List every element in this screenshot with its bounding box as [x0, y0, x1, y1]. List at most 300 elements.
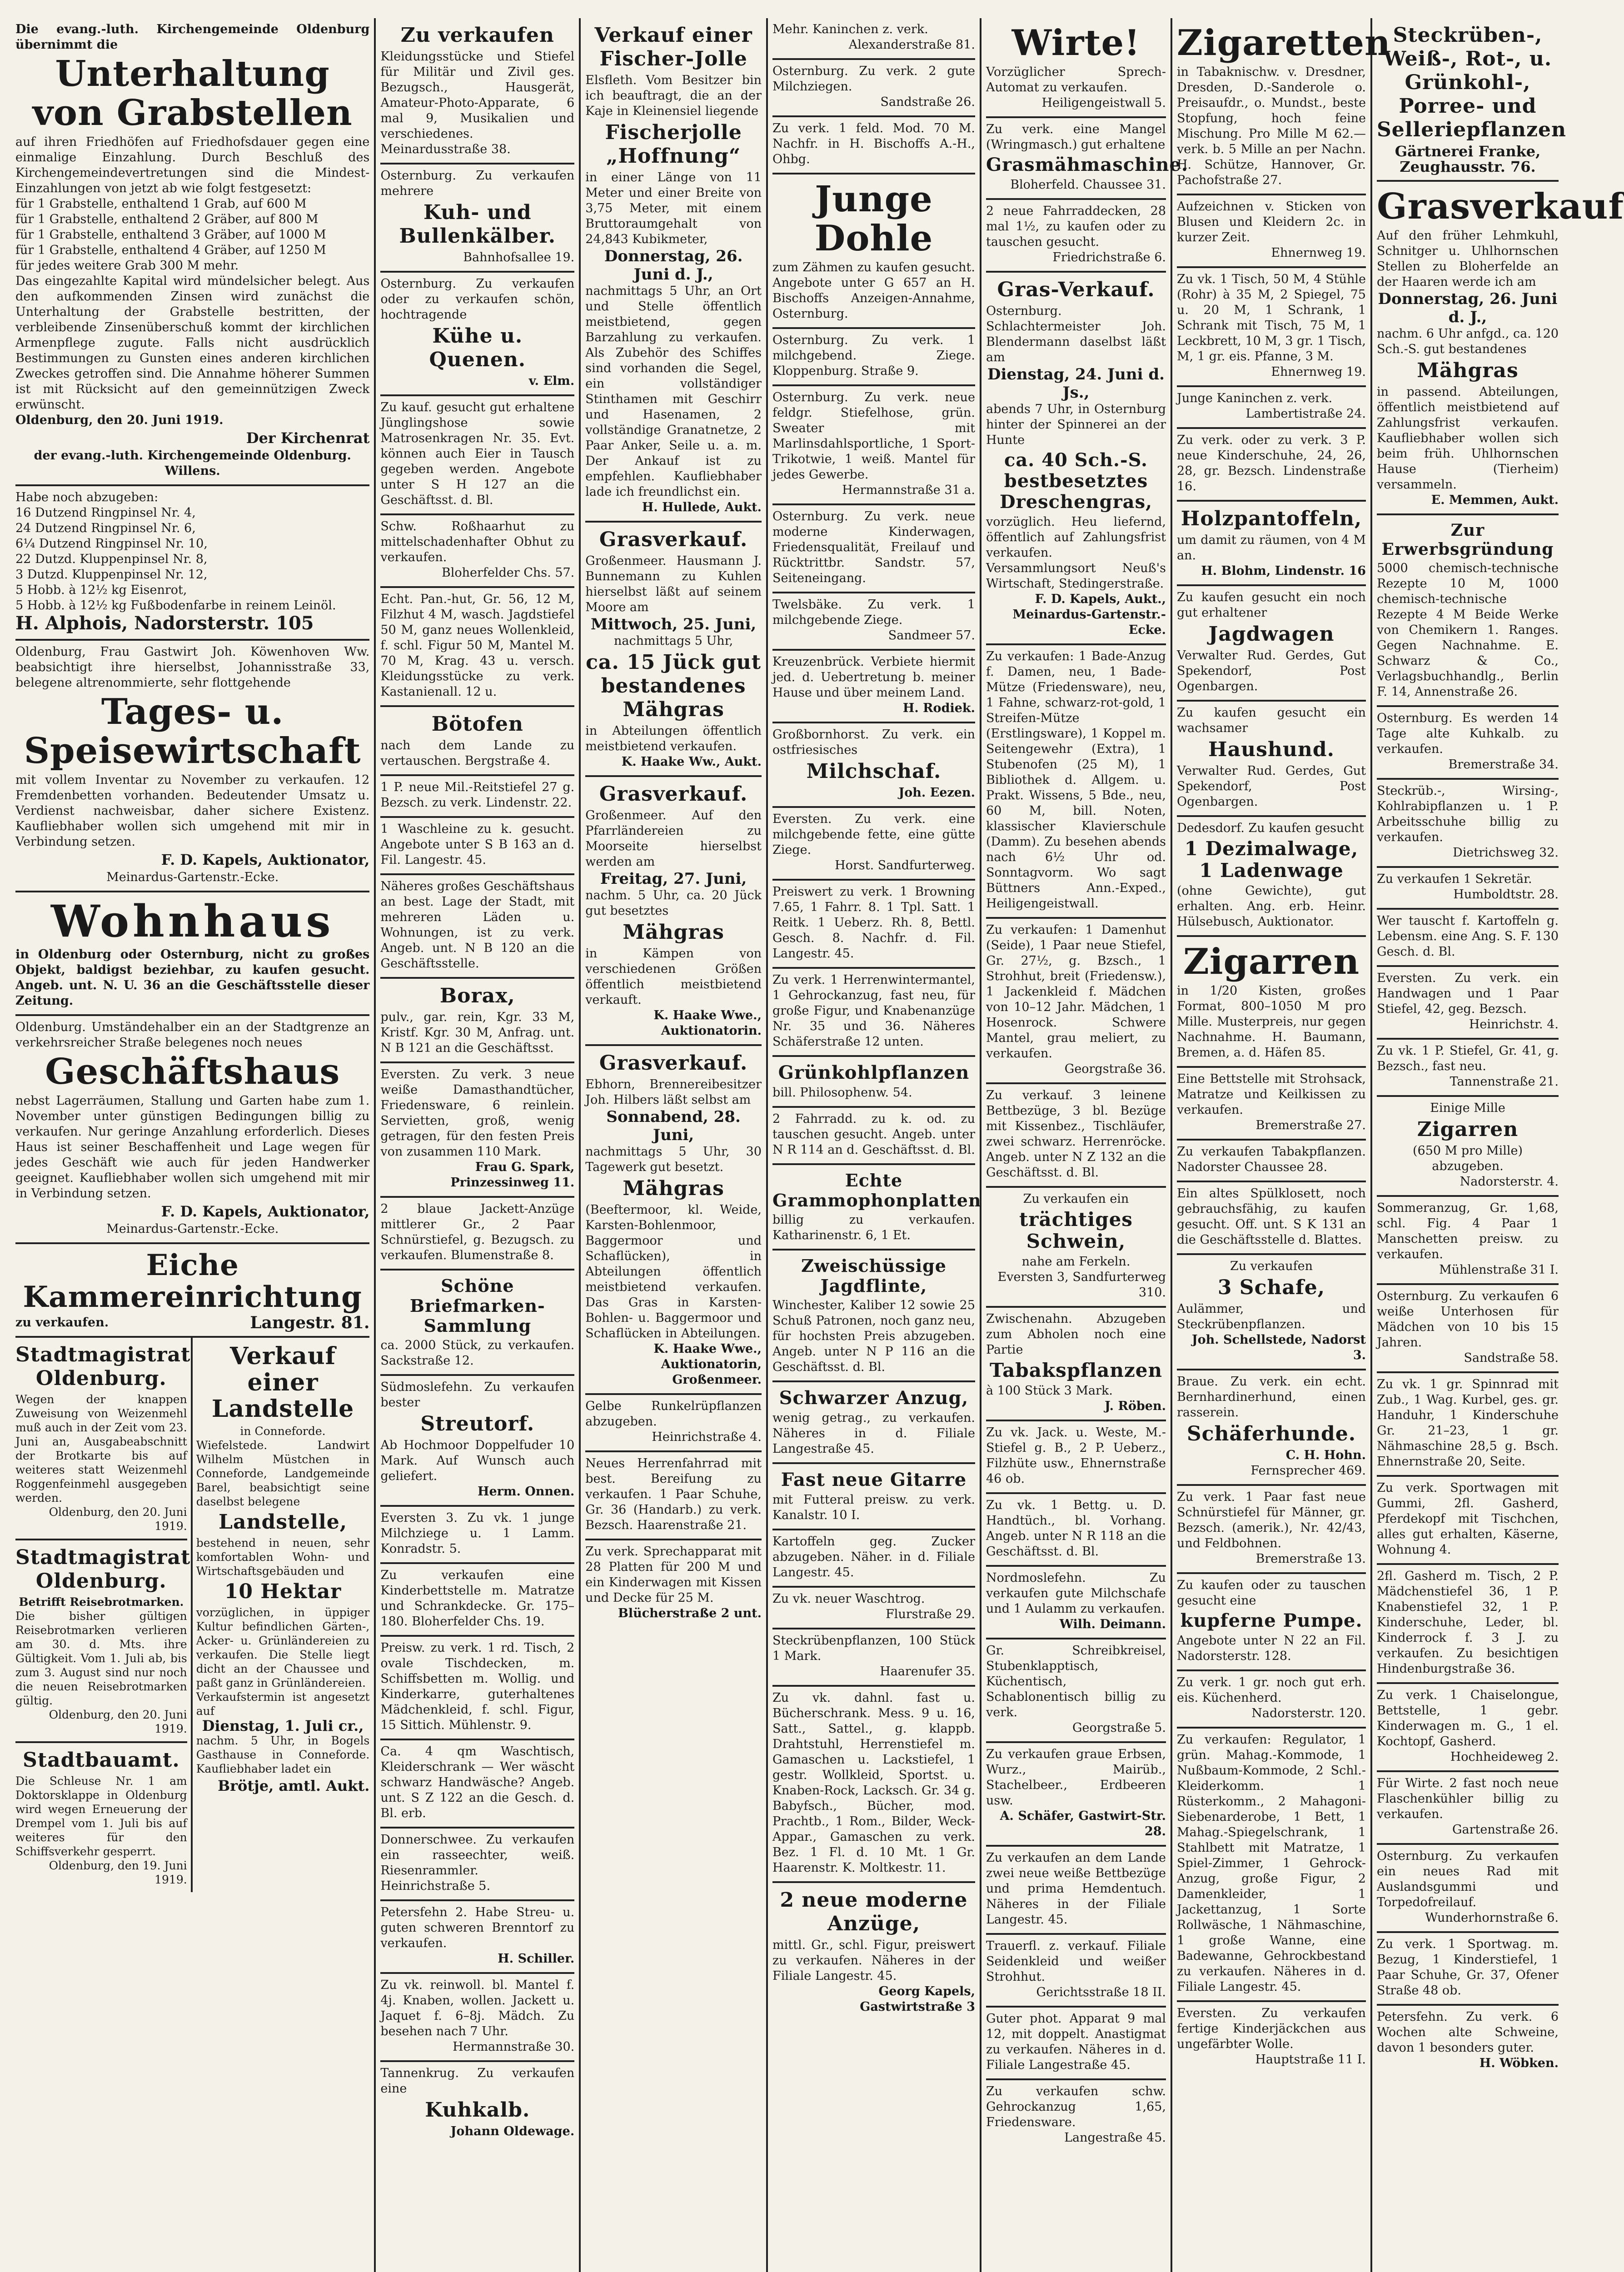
ad-body: Gr. Schreibkreisel, Stubenklapptisch, Küchentisch, Schablonentisch billig zu verk.: [986, 1644, 1166, 1719]
ad-body: in passend. Abteilungen, öffentlich meistbietend auf Zahlungsfrist verkaufen. Kaufliebhaber wollen sich beim früh. Uhlhornschen Hause (Tierheim) versammeln.: [1377, 385, 1559, 492]
ad-grasverkauf: [585, 1046, 762, 1395]
ad-body: Zwischenahn. Abzugeben zum Abholen noch eine Partie: [986, 1312, 1166, 1357]
column-5: [981, 18, 1188, 2272]
ad: [380, 1637, 574, 1740]
ad-date: Mittwoch, 25. Juni,: [590, 615, 757, 633]
ad: [380, 776, 574, 818]
ad: [380, 1974, 574, 2062]
ad: [1377, 910, 1559, 967]
ad-address: Friedrichstraße 6.: [1052, 250, 1166, 264]
ad-body: Großbornhorst. Zu verk. ein ostfriesisches: [772, 727, 975, 757]
ad: [1177, 1671, 1366, 1729]
ad-body: Neues Herrenfahrrad mit best. Bereifung zu verkaufen. 1 Paar Schuhe, Gr. 36 (Handarb.) zu verk. Bezsch. Haarenstraße 21.: [585, 1456, 762, 1532]
ad-headline: Zur Erwerbsgründung: [1381, 521, 1554, 559]
ad-headline: Gras-Verkauf.: [997, 278, 1155, 301]
ad-address: Nadorsterstr. 120.: [1251, 1706, 1366, 1720]
ad: [1377, 967, 1559, 1040]
ad-address: Georgstraße 5.: [1072, 1721, 1166, 1735]
ad-headline: Grasverkauf.: [599, 782, 748, 806]
ad: [772, 969, 975, 1057]
ad: [1177, 429, 1366, 502]
ad-body: Eine Bettstelle mit Strohsack, Matratze und Keilkissen zu verkaufen.: [1177, 1072, 1366, 1117]
ad-grasverkauf: [585, 777, 762, 1046]
ad-signature: K. Haake Ww., Aukt.: [621, 755, 762, 769]
ad-body: Osternburg. Zu verk. 1 milchgebend. Ziege. Kloppenburg. Straße 9.: [772, 333, 975, 378]
ad-body: Mehr. Kaninchen z. verk.: [772, 22, 928, 36]
ad-address: Eversten 3, Sandfurterweg 310.: [997, 1270, 1166, 1300]
ad-address: Heiligengeistwall 5.: [1041, 96, 1166, 110]
ad-body: Südmoslefehn. Zu verkaufen bester: [380, 1380, 575, 1410]
ad-address: Hochheideweg 2.: [1450, 1750, 1559, 1764]
ad-headline: Eiche Kammereinrichtung: [23, 1248, 362, 1314]
ad-magistrat-mehl: [15, 1338, 191, 1540]
ad-body: Für Wirte. 2 fast noch neue Flaschenkühler billig zu verkaufen.: [1377, 1776, 1559, 1821]
ad: [1177, 817, 1366, 937]
ad: [1177, 387, 1366, 429]
ad-headline: Stadtbauamt.: [23, 1749, 180, 1772]
ad: [772, 117, 975, 174]
ad-address: Dietrichsweg 32.: [1453, 846, 1559, 860]
ad-body: Wegen der knappen Zuweisung von Weizenmehl muß auch in der Zeit vom 23. Juni an, Ausgabeabschnitt der Brotkarte bis auf weiteres statt Weizenmehl Roggenfeinmehl ausgegeben werden.: [15, 1393, 187, 1505]
ad-body: Dedesdorf. Zu kaufen gesucht: [1177, 821, 1364, 835]
ad-body: nachmittags 5 Uhr, 30 Tagewerk gut besetzt.: [585, 1145, 762, 1174]
ad: [1177, 1729, 1366, 2002]
ad-body: in Oldenburg oder Osternburg, nicht zu großes Objekt, baldigst beziehbar, zu kaufen gesucht. Angeb. unt. N. U. 36 an die Geschäftsstelle dieser Zeitung.: [15, 947, 370, 1008]
ad-address: Georgstraße 36.: [1064, 1062, 1166, 1076]
ad-headline: Haushund.: [1208, 738, 1335, 761]
ad-headline: Verkauf einer Fischer-Jolle: [594, 24, 752, 70]
ad-body: in Kämpen von verschiedenen Größen öffentlich meistbietend verkauft.: [585, 947, 762, 1007]
ad-body: Gelbe Runkelrüpflanzen abzugeben.: [585, 1399, 762, 1429]
ad-body: vorzüglichen, in üppiger Kultur befindlichen Gärten-, Acker- u. Grünländereien zu verkaufen. Die Stelle liegt dicht an der Chaussee und paßt ganz in Grünländereien.: [196, 1606, 370, 1689]
ad: [380, 18, 574, 164]
ad-body: Eversten. Zu verkaufen fertige Kinderjäckchen aus ungefärbter Wolle.: [1177, 2006, 1366, 2051]
ad-date: Freitag, 27. Juni,: [600, 870, 747, 888]
ad-headline: Streutorf.: [420, 1412, 535, 1435]
ad-signature: K. Haake Wwe., Auktionatorin, Großenmeer.: [653, 1342, 762, 1387]
ad-body: Osternburg. Zu verkaufen mehrere: [380, 169, 575, 198]
ad: [1377, 515, 1559, 707]
ad-address: Lambertistraße 24.: [1245, 407, 1366, 421]
ad-gras-verkauf: [986, 273, 1166, 645]
ad-body: Preisw. zu verk. 1 rd. Tisch, 2 ovale Tischdecken, m. Schiffsbetten m. Wollig. und Kinderkarre, guterhaltenes Mädchenkleid, f. schl. Figur, 15 Sittich. Mühlenstr. 9.: [380, 1641, 575, 1732]
ad-body: Petersfehn. Zu verk. 6 Wochen alte Schweine, davon 1 besonders guter.: [1377, 2010, 1559, 2055]
ad-body: 2 blaue Jackett-Anzüge mittlerer Gr., 2 Paar Schnürstiefel, g. Bezugsch. zu verkaufen. Blumenstraße 8.: [380, 1202, 575, 1262]
ad: [380, 164, 574, 273]
ad-body: Ca. 4 qm Waschtisch, Kleiderschrank — Wer wäscht schwarz Handwäsche? Angeb. unt. S Z 122 an die Gesch. d. Bl. erb.: [380, 1744, 575, 1820]
ad-body: Echt. Pan.-hut, Gr. 56, 12 M, Filzhut 4 M, wasch. Jagdstiefel 50 M, ganz neues Wollenkleid, f. schl. Figur 50 M, Mantel M. 70 M, Krag. 43 u. versch. Kleidungsstücke zu verk. Kastanienall. 12 u.: [380, 592, 575, 699]
ad-body: Zu verkaufen Tabakpflanzen. Nadorster Chaussee 28.: [1177, 1145, 1366, 1174]
ad: [986, 1188, 1166, 1308]
ad: [772, 651, 975, 723]
ad-body: 2 Fahrradd. zu k. od. zu tauschen gesucht. Angeb. unter N R 114 an d. Geschäftsst. d. Bl.: [772, 1112, 975, 1157]
ad-body: Osternburg. Zu verkaufen ein neues Rad mit Auslandsgummi und Torpedofreilauf.: [1377, 1849, 1559, 1909]
ad-headline: 3 Schafe,: [1217, 1276, 1325, 1299]
ad-body: Zu vk. 1 gr. Spinnrad mit Zub., 1 Wag. Kurbel, ges. gr. Handuhr, 1 Kinderschuhe Gr. 21–23, 1 gr. Nähmaschine 28,5 g. Bsch. Ehnernstraße 20, Seite.: [1377, 1377, 1559, 1469]
ad-signature: v. Elm.: [528, 374, 575, 388]
ad: [986, 2008, 1166, 2080]
ad-body: Zu verk. 1 Sportwag. m. Bezug, 1 Kinderstiefel, 1 Paar Schuhe, Gr. 37, Ofener Straße 48 ob.: [1377, 1937, 1559, 1998]
ad-body: zu verkaufen.: [15, 1315, 109, 1330]
ad-headline: kupferne Pumpe.: [1180, 1610, 1363, 1631]
ad: [1177, 1182, 1366, 1255]
ad-body: mit Futteral preisw. zu verk. Kanalstr. 10 I.: [772, 1493, 975, 1522]
ad: [772, 1687, 975, 1883]
ad: [380, 979, 574, 1063]
ad-body: Wer tauscht f. Kartoffeln g. Lebensm. eine Ang. S. F. 130 Gesch. d. Bl.: [1377, 914, 1559, 959]
ad-body: Winchester, Kaliber 12 sowie 25 Schuß Patronen, noch ganz neu, für hochsten Preis abzugeben. Angeb. unter N P 116 an die Geschäftsst. d. Bl.: [772, 1298, 975, 1374]
ad-body: Preiswert zu verk. 1 Browning 7.65, 1 Fahrr. 8. 1 Tpl. Satt. 1 Reitk. 1 Ueberz. Rh. 8, Bettl. Gesch. 8. Nachfr. d. Fil. Langestr. 45.: [772, 885, 975, 961]
ad-signature: Wilh. Deimann.: [1059, 1617, 1166, 1631]
ad-body: mittl. Gr., schl. Figur, preiswert zu verkaufen. Näheres in der Filiale Langestr. 45.: [772, 1938, 975, 1983]
ad-body: Zu verkaufen an dem Lande zwei neue weiße Bettbezüge und prima Hemdentuch. Näheres in der Filiale Langestr. 45.: [986, 1851, 1166, 1927]
ad-body: Osternburg. Es werden 14 Tage alte Kuhkalb. zu verkaufen.: [1377, 711, 1559, 756]
ad-dohle: [772, 174, 975, 329]
ad-body: Braue. Zu verk. ein echt. Bernhardinerhund, einen rasserein.: [1177, 1375, 1366, 1420]
ad-headline: ca. 15 Jück gut bestandenes Mähgras: [586, 651, 762, 721]
ad: [772, 1530, 975, 1588]
ad: [772, 593, 975, 651]
ad-body: Zu verkaufen: [1230, 1259, 1313, 1273]
ad-body: Verwalter Rud. Gerdes, Gut Spekendorf, Post Ogenbargen.: [1177, 764, 1366, 809]
ad-address: Langestraße 45.: [1064, 2131, 1166, 2145]
ad: [772, 723, 975, 808]
ad: [380, 273, 574, 396]
ad: [1377, 1565, 1559, 1684]
ad: [380, 875, 574, 979]
ad-signature: J. Röben.: [1104, 1399, 1166, 1413]
ad-body: nebst Lagerräumen, Stallung und Garten habe zum 1. November unter günstigen Bedingungen billig zu verkaufen. Nur geringe Anzahlung erforderlich. Dieses Haus ist seiner Beschaffenheit und Lage wegen für jedes Geschäft wie auch für jeden Handwerker geeignet. Kaufliebhaber wollen sich umgehend mit mir in Verbindung setzen.: [15, 1094, 370, 1201]
ad-body: Großenmeer. Auf den Pfarrländereien zu Moorseite hierselbst werden am: [585, 808, 762, 869]
ad: [772, 1251, 975, 1382]
ad-body: Ein altes Spülklosett, noch gebrauchsfähig, zu kaufen gesucht. Off. unt. S K 131 an die Geschäftsstelle d. Blattes.: [1177, 1186, 1366, 1247]
ad-body: Die bisher gültigen Reisebrotmarken verlieren am 30. d. Mts. ihre Gültigkeit. Vom 1. Juli ab, bis zum 3. August sind nur noch die neuen Reisebrotmarken gültig.: [15, 1609, 187, 1707]
ad-signature: H. Schiller.: [498, 1952, 575, 1966]
ad-signature: H. Blohm, Lindenstr. 16: [1201, 564, 1366, 578]
ad-body: nachmittags 5 Uhr, an Ort und Stelle öffentlich meistbietend, gegen Barzahlung zu verkaufen. Als Zubehör des Schiffes sind vorhanden die Segel, ein vollständiger Stinthamen mit Geschirr und Hasenamen, 2 vollständige Granatnetze, 2 Paar Anker, Seile u. a. m. Der Ankauf ist zu empfehlen. Kaufliebhaber lade ich freundlichst ein.: [585, 284, 762, 499]
ad-body: Guter phot. Apparat 9 mal 12, mit doppelt. Anastigmat zu verkaufen. Näheres in d. Filiale Langestraße 45.: [986, 2012, 1166, 2072]
ad: [1377, 1772, 1559, 1845]
ad-body: Zu verk. Sportwagen mit Gummi, 2fl. Gasherd, Pferdekopf mit Tischchen, alles gut erhalten, Käserne, Wohnung 4.: [1377, 1481, 1559, 1557]
ad: [1177, 1141, 1366, 1182]
ad-body: Kartoffeln geg. Zucker abzugeben. Näher. in d. Filiale Langestr. 45.: [772, 1535, 975, 1579]
ad-headline: Echte Grammophonplatten: [772, 1170, 981, 1211]
ad-signature: Meinardus-Gartenstr.-Ecke.: [106, 1222, 279, 1236]
ad: [772, 1057, 975, 1108]
ad: [380, 1063, 574, 1198]
ad-wirte: [986, 18, 1166, 118]
rate-row: für jedes weitere Grab 300 M mehr.: [15, 259, 239, 273]
ad-headline: 1 Dezimalwage, 1 Ladenwage: [1184, 837, 1359, 882]
ad-headline: Fischerjolle „Hoffnung“: [605, 121, 742, 168]
ad-address: Horst. Sandfurterweg.: [835, 858, 975, 872]
ad-body: nach dem Lande zu vertauschen. Bergstraße 4.: [380, 738, 575, 768]
ad: [585, 1452, 762, 1540]
ad-headline: Mähgras: [623, 1177, 724, 1200]
ad-body: Zu vk. dahnl. fast u. Bücherschrank. Mess. 9 u. 16, Satt., Sattel., g. klappb. Drahtstuhl, Herrenstiefel m. Gamaschen u. Lackstiefel, 1 gestr. Wollkleid, Sportst. u. Knaben-Rock, Lacksch. Gr. 34 g. Babyfsch., Bücher, mod. Prachtb., 1 Rom., Bilder, Weck-Appar., Gamaschen zu verk. Bez. 1 Fl. d. 10 Mt. 1 Gr. Haarenstr. K. Moltkestr. 11.: [772, 1691, 975, 1875]
ad-zigaretten: [1177, 18, 1391, 195]
ad-body: Steckrüb.-, Wirsing-, Kohlrabipflanzen u. 1 P. Arbeitsschuhe billig zu verkaufen.: [1377, 784, 1559, 844]
ad-body: Zu vk. 1 P. Stiefel, Gr. 41, g. Bezsch., fast neu.: [1377, 1044, 1559, 1073]
ad-grasverkauf: [1377, 182, 1624, 515]
rate-row: für 1 Grabstelle, enthaltend 4 Gräber, auf 1250 M: [15, 243, 326, 257]
ad-body: Donnerschwee. Zu verkaufen ein rasseechter, weiß. Riesenrammler. Heinrichstraße 5.: [380, 1833, 575, 1893]
ad-address: Bloherfeld. Chaussee 31.: [1010, 178, 1166, 192]
ad-body: nahe am Ferkeln.: [1021, 1255, 1131, 1269]
ad-body: nachm. 5 Uhr, ca. 20 Jück gut besetztes: [585, 888, 762, 918]
ad-body: (ohne Gewichte), gut erhalten. Ang. erb. Heinr. Hülsebusch, Auktionator.: [1177, 884, 1366, 929]
ad: [986, 1494, 1166, 1567]
ad-address: Ehnernweg 19.: [1271, 365, 1366, 379]
ad-address: Bahnhofsallee 19.: [463, 250, 575, 264]
ad-signature: C. H. Hohn.: [1285, 1448, 1366, 1462]
ad: [1177, 586, 1366, 702]
ad-headline: Holzpantoffeln,: [1181, 507, 1362, 530]
ad: [772, 1464, 975, 1530]
ad-address: Hermannstraße 31 a.: [842, 483, 975, 497]
ad: [1177, 937, 1366, 1068]
ad-address: Bloherfelder Chs. 57.: [441, 566, 575, 580]
ad-body: Osternburg. Zu verk. 2 gute Milchziegen.: [772, 64, 975, 94]
ad: [1377, 1477, 1559, 1565]
ad-body: Osternburg. Zu verkaufen oder zu verkaufen schön, hochtragende: [380, 277, 575, 322]
ad-body: Zu verkaufen graue Erbsen, Wurz., Mairüb., Stachelbeer., Erdbeeren usw.: [986, 1747, 1166, 1808]
ad-body: Wiefelstede. Landwirt Wilhelm Müstchen in Conneforde, Landgemeinde Barel, beabsichtigt seine daselbst belegene: [196, 1439, 370, 1508]
ad-address: Bremerstraße 27.: [1255, 1118, 1366, 1132]
ad-body: 1 Waschleine zu k. gesucht. Angebote unter S B 163 an d. Fil. Langestr. 45.: [380, 822, 575, 867]
ad-signature: H. Alphois, Nadorsterstr. 105: [15, 613, 314, 634]
ad-headline: Grasverkauf.: [599, 528, 748, 551]
ad-grasverkauf: [585, 523, 762, 777]
ad: [1377, 1097, 1559, 1197]
ad-headline: Bötofen: [431, 712, 523, 736]
ad-body: Zu verk. 1 Herrenwintermantel, 1 Gehrockanzug, fast neu, für große Figur, und Knabenanzüge Nr. 35 und 36. Näheres Schäferstraße 12 unten.: [772, 973, 975, 1049]
ad-body: um damit zu räumen, von 4 M an.: [1177, 533, 1366, 563]
ad-body: vorzüglich. Heu liefernd, öffentlich auf Zahlungsfrist verkaufen. Versammlungsort Neuß's Wirtschaft, Stedingerstraße.: [986, 515, 1166, 591]
ad-body: Osternburg. Zu verkaufen 6 weiße Unterhosen für Mädchen von 10 bis 15 Jahren.: [1377, 1289, 1559, 1350]
ad: [772, 1588, 975, 1629]
ad-body: Trauerfl. z. verkauf. Filiale Seidenkleid und weißer Strohhut.: [986, 1939, 1166, 1984]
ad-address: Hermannstraße 30.: [453, 2040, 575, 2054]
ad: [1377, 780, 1559, 868]
ad-headline: 2 neue moderne Anzüge,: [780, 1888, 968, 1935]
ad-body: Großenmeer. Hausmann J. Bunnemann zu Kuhlen hierselbst läßt auf seinem Moore am: [585, 554, 762, 614]
list-item: 24 Dutzend Ringpinsel Nr. 6,: [15, 521, 196, 535]
ad-headline: Tages- u. Speisewirtschaft: [24, 691, 361, 772]
ad: [1377, 1040, 1559, 1097]
ad: [1377, 1285, 1559, 1373]
ad: [772, 881, 975, 969]
ad: [1177, 268, 1366, 387]
ad-intro: Die evang.-luth. Kirchengemeinde Oldenburg übernimmt die: [15, 22, 370, 52]
ad-headline: Schwarzer Anzug,: [779, 1387, 969, 1409]
ad-address: Alexanderstraße 81.: [848, 38, 975, 52]
ad-address: Gerichtsstraße 18 II.: [1036, 1985, 1166, 1999]
ad: [986, 200, 1166, 273]
ad-intro: Habe noch abzugeben:: [15, 490, 159, 504]
ad-headline: Geschäftshaus: [45, 1051, 340, 1092]
column-6: [1172, 18, 1391, 2272]
ad-body: Aufzeichnen v. Sticken von Blusen und Kleidern 2c. in kurzer Zeit.: [1177, 199, 1366, 244]
ad: [986, 1084, 1166, 1188]
ad-signature: Meinardus-Gartenstr.-Ecke.: [106, 870, 279, 884]
ad: [380, 396, 574, 515]
ad-headline: Grasverkauf: [1377, 186, 1624, 227]
ad-speisewirtschaft: [15, 641, 369, 892]
ad-body: Osternburg. Zu verk. neue moderne Kinderwagen, Friedensqualität, Freilauf und Rücktrittbr. Sandstr. 57, Seiteneingang.: [772, 509, 975, 585]
ad-headline: Zweischüssige Jagdflinte,: [801, 1256, 947, 1296]
ad: [380, 1507, 574, 1564]
ad: [986, 1308, 1166, 1421]
ad-signature: Willens.: [164, 464, 220, 478]
ad: [380, 1740, 574, 1829]
ad-body: ca. 2000 Stück, zu verkaufen. Sackstraße 12.: [380, 1338, 575, 1368]
column-1: [11, 18, 376, 2272]
ad-body: Zu verkaufen: 1 Bade-Anzug f. Damen, neu, 1 Bade-Mütze (Friedensware), neu, 1 Fahne, schwarz-rot-gold, 1 Streifen-Mütze (Erstlingsware), 1 Koppel m. Seitengewehr (Extra), 1 Stubenofen (25 M), 1 Bibliothek d. Allgem. u. Prakt. Wissens, 5 Bde., neu, 60 M, bill. Noten, klassischer Klavierschule (Damm). Zu besehen abends nach 6½ Uhr od. Sonntagvorm. Wo sagt Büttners Ann.-Exped., Heiligengeistwall.: [986, 649, 1166, 911]
ad: [380, 707, 574, 776]
ad-headline: Landstelle,: [219, 1510, 348, 1534]
ad: [986, 919, 1166, 1084]
ad-address: Blücherstraße 2 unt.: [618, 1606, 762, 1620]
ad-body: Zu verk. 1 gr. noch gut erh. eis. Küchenherd.: [1177, 1675, 1366, 1705]
ad-body: in Tabaknischw. v. Dresdner, Dresden, D.-Sanderole o. Preisaufdr., o. Mundst., beste Stopfung, hoch feine Mischung. Pro Mille M 62.— verk. b. 5 Mille an per Nachn. H. Schütze, Hannover, Gr. Pachofstraße 27.: [1177, 65, 1366, 187]
ad-headline: Wohnhaus: [50, 896, 334, 947]
ad-body: Aulämmer, und Steckrübenpflanzen.: [1177, 1302, 1366, 1331]
ad: [1177, 2002, 1366, 2073]
ad: [772, 1382, 975, 1464]
ad-headline: trächtiges Schwein,: [1019, 1208, 1133, 1252]
ad-headline: ca. 40 Sch.-S. bestbesetztes Dreschengras,: [999, 449, 1153, 513]
list-item: 5 Hobb. à 12½ kg Eisenrot,: [15, 583, 187, 597]
ad: [986, 118, 1188, 200]
ad: [986, 1639, 1166, 1743]
ad-headline: Fast neue Gitarre: [781, 1469, 967, 1490]
ad: [772, 60, 975, 117]
ad-body: in einer Länge von 11 Meter und einer Breite von 3,75 Meter, mit einem Bruttoraumgehalt von 24,843 Kubikmeter,: [585, 170, 762, 246]
ad-body: billig zu verkaufen. Katharinenstr. 6, 1 Et.: [772, 1213, 975, 1242]
ad-signature: Johann Oldewage.: [450, 2124, 575, 2138]
ad-address: Fernsprecher 469.: [1250, 1464, 1366, 1478]
ad-address: Wunderhornstraße 6.: [1425, 1911, 1559, 1925]
ad-landstelle: [196, 1338, 370, 1801]
ad-address: Sandmeer 57.: [888, 628, 975, 643]
ad-body: Zu verk. oder zu verk. 3 P. neue Kinderschuhe, 24, 26, 28, gr. Bezsch. Lindenstraße 16.: [1177, 433, 1366, 493]
ad: [1377, 1933, 1559, 2006]
ad-body: Einige Mille: [1430, 1101, 1505, 1115]
ad-headline: Jagdwagen: [1208, 623, 1335, 646]
ad: [1377, 1197, 1559, 1285]
ad-signature: A. Schäfer, Gastwirt-Str. 28.: [1000, 1809, 1166, 1839]
ad: [1177, 1370, 1366, 1486]
ad: [986, 1743, 1166, 1847]
ad-date: Dienstag, 24. Juni d. Js.,: [987, 365, 1165, 402]
ad: [1177, 702, 1366, 817]
ad-body: (650 M pro Mille) abzugeben.: [1413, 1144, 1523, 1173]
list-item: 16 Dutzend Ringpinsel Nr. 4,: [15, 506, 196, 520]
ad-signature: F. D. Kapels, Auktionator,: [161, 1203, 370, 1220]
rate-row: für 1 Grabstelle, enthaltend 3 Gräber, auf 1000 M: [15, 228, 326, 242]
ad-magistrat-reisebrot: [15, 1540, 191, 1743]
ad-headline: Kuh- und Bullenkälber.: [399, 201, 556, 248]
ad-headline: Zigarren: [1183, 941, 1360, 982]
ad: [380, 1271, 574, 1376]
column-7: [1372, 18, 1624, 2272]
ad-signature: Brötje, amtl. Aukt.: [218, 1777, 370, 1794]
ad-body: Zu vk. Jack. u. Weste, M.-Stiefel g. B., 2 P. Ueberz., Filzhüte usw., Ehnernstraße 46 ob.: [986, 1425, 1166, 1486]
ad: [986, 1421, 1166, 1494]
ad-body: Verkaufstermin ist angesetzt auf: [196, 1690, 370, 1718]
ad: [380, 2062, 574, 2145]
ad-headline: Borax,: [439, 984, 515, 1007]
ad-body: Zu verk. Sprechapparat mit 28 Platten für 200 M und ein Kinderwagen mit Kissen und Decke für 25 M.: [585, 1545, 762, 1605]
ad: [772, 329, 975, 386]
ad-intro: Oldenburg. Umständehalber ein an der Stadtgrenze an verkehrsreicher Straße belegenes noch neues: [15, 1020, 370, 1050]
ad-body: Zu verkauf. 3 leinene Bettbezüge, 3 bl. Bezüge mit Kissenbez., Tischläufer, zwei schwarz. Herrenröcke. Angeb. unter N Z 132 an die Geschäftsst. d. Bl.: [986, 1088, 1166, 1180]
ad-body: auf ihren Friedhöfen auf Friedhofsdauer gegen eine einmalige Einzahlung. Durch Beschluß des Kirchengemeindevertretungen sind die Mindest-Einzahlungen von jetzt ab wie folgt festgesetzt:: [15, 135, 370, 195]
ad-headline: Grünkohlpflanzen: [778, 1062, 970, 1083]
column-2: [376, 18, 581, 2272]
ad-address: Heinrichstraße 4.: [652, 1430, 762, 1444]
ad-headline: Zigaretten: [1177, 22, 1391, 64]
ad: [772, 1883, 975, 2020]
ad-signature: Joh. Eezen.: [898, 786, 975, 800]
ad-signature: Frau G. Spark, Prinzessinweg 11.: [450, 1160, 575, 1190]
ad: [986, 1847, 1166, 1935]
ad: [380, 818, 574, 875]
ad-date: Dienstag, 1. Juli cr.,: [202, 1717, 364, 1734]
ad-address: Humboldtstr. 28.: [1453, 887, 1559, 902]
ad-body: mit vollem Inventar zu November zu verkaufen. 12 Fremdenbetten vorhanden. Bedeutender Umsatz u. Verdienst nachweisbar, daher sichere Existenz. Kaufliebhaber wollen sich umgehend mit mir in Verbindung setzen.: [15, 773, 370, 849]
ad-body: Zu verk. eine Mangel (Wringmasch.) gut erhaltene: [986, 122, 1166, 152]
ad: [1377, 1373, 1559, 1477]
ad-body: Osternburg. Zu verk. neue feldgr. Stiefelhose, grün. Sweater mit Marlinsdahlsportliche, 1 Sport-Trikotwie, 1 weiß. Mantel für jedes Gewerbe.: [772, 390, 975, 482]
column-4: [768, 18, 981, 2272]
ad-signature: K. Haake Wwe., Auktionatorin.: [653, 1008, 762, 1038]
ad-address: Ehnernweg 19.: [1271, 246, 1366, 260]
ad-signature: F. D. Kapels, Auktionator,: [161, 851, 370, 868]
ad-body: Zu verkaufen: 1 Damenhut (Seide), 1 Paar neue Stiefel, Gr. 27½, g. Bzsch., 1 Strohhut, breit (Friedensw.), 1 Jackenkleid f. Mädchen von 10–12 Jahr. Mädchen, 1 Hosenrock. Schwere Mantel, grau meliert, zu verkaufen.: [986, 923, 1166, 1061]
ad-signature: H. Rodiek.: [902, 701, 975, 715]
ad-body: 1 P. neue Mil.-Reitstiefel 27 g. Bezsch. zu verk. Lindenstr. 22.: [380, 780, 575, 810]
ad: [380, 1564, 574, 1637]
ad: [585, 1395, 762, 1452]
ad-body: Zu verkaufen 1 Sekretär.: [1377, 872, 1532, 886]
ad-signature: Gärtnerei Franke, Zeughausstr. 76.: [1395, 143, 1541, 175]
ad-intro: Oldenburg, Frau Gastwirt Joh. Köwenhoven Ww. beabsichtigt ihre hierselbst, Johannisstraße 33, belegene altrenommierte, sehr flottgehende: [15, 645, 370, 690]
ad: [772, 386, 975, 505]
ad-body: Ebhorn, Brennereibesitzer Joh. Hilbers läßt selbst am: [585, 1077, 762, 1107]
ad: [986, 645, 1166, 919]
ad: [380, 1901, 574, 1974]
ad-body: abends 7 Uhr, in Osternburg hinter der Spinnerei an der Hunte: [986, 402, 1166, 447]
ad: [772, 808, 975, 881]
ad: [1377, 1845, 1559, 1933]
ad-pflanzen: [1377, 18, 1566, 182]
ad-body: Zu vk. reinwoll. bl. Mantel f. 4j. Knaben, wollen. Jackett u. Jaquet f. 6–8j. Mädch. Zu besehen nach 7 Uhr.: [380, 1978, 575, 2038]
ad-body: Zu verk. 1 Paar fast neue Schnürstiefel für Männer, gr. Bezsch. (amerik.), Nr. 42/43, und Feldbohnen.: [1177, 1490, 1366, 1550]
ad-geschaeftshaus: [15, 1016, 369, 1244]
ad-address: Gartenstraße 26.: [1452, 1823, 1559, 1837]
ad-address: Mühlenstraße 31 I.: [1439, 1263, 1559, 1277]
ad: [772, 505, 975, 593]
ad-headline: Milchschaf.: [806, 760, 942, 783]
ad-body: Nordmoslefehn. Zu verkaufen gute Milchschafe und 1 Aulamm zu verkaufen.: [986, 1571, 1166, 1616]
ad-date: Oldenburg, den 19. Juni 1919.: [49, 1859, 187, 1886]
ad-body: 5000 chemisch-technische Rezepte 10 M, 1000 chemisch-technische Rezepte 4 M Beide Werke von Chemikern 1. Ranges. Gegen Nachnahme. E. Schwarz & Co., Verlagsbuchhandlg., Berlin F. 14, Annenstraße 26.: [1377, 561, 1559, 699]
ad-split-right: [193, 1338, 370, 1892]
ad-body: in 1/20 Kisten, großes Format, 800–1050 M pro Mille. Musterpreis, nur gegen Nachnahme. H. Baumann, Bremen, a. d. Häfen 85.: [1177, 984, 1366, 1060]
ad-body: Zu vk. 1 Bettg. u. D. Handtüch., bl. Vorhang. Angeb. unter N R 118 an die Geschäftsst. d. Bl.: [986, 1498, 1166, 1559]
